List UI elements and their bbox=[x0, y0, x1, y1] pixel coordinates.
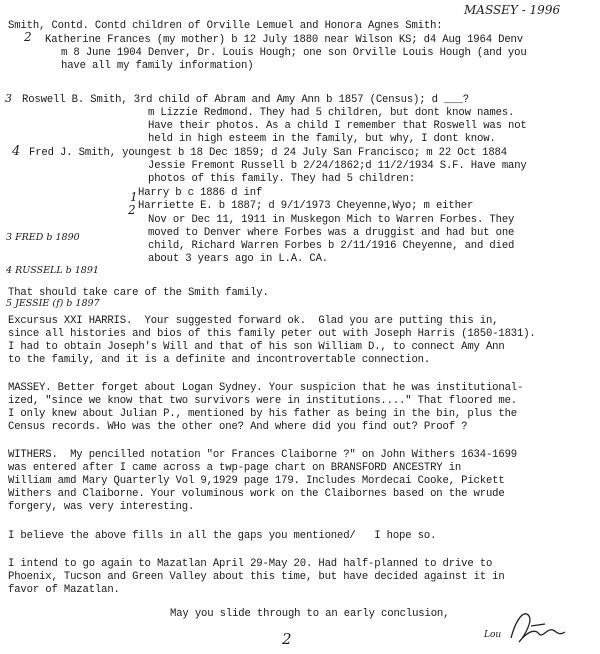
margin-mark: 3 bbox=[5, 92, 12, 105]
side-note-line: 5 JESSIE (f) b 1897 bbox=[6, 298, 100, 309]
letter-line: Harry b c 1886 d inf bbox=[138, 187, 263, 199]
letter-line: Nov or Dec 11, 1911 in Muskegon Mich to Warren Forbes. They bbox=[148, 214, 515, 226]
letter-line: I believe the above fills in all the gaps you mentioned/ I hope so. bbox=[8, 530, 437, 542]
signature-name: Lou bbox=[484, 630, 502, 640]
letter-line: ized, "since we know that two survivors were in institutions...." That floored me. bbox=[8, 395, 517, 407]
letter-line: have all my family information) bbox=[61, 60, 254, 72]
side-note-line: 4 RUSSELL b 1891 bbox=[6, 265, 99, 276]
letter-line: I only knew about Julian P., mentioned by his father as being in the bin, plus the bbox=[8, 408, 517, 420]
side-note-line: 3 FRED b 1890 bbox=[6, 232, 80, 243]
letter-line: Roswell B. Smith, 3rd child of Abram and Amy Ann b 1857 (Census); d ___? bbox=[22, 94, 469, 106]
letter-line: moved to Denver where Forbes was a druggist and had but one bbox=[148, 227, 515, 239]
margin-mark: 4 bbox=[12, 144, 21, 159]
letter-line: about 3 years ago in L.A. CA. bbox=[148, 253, 329, 265]
signature-scrawl bbox=[505, 608, 575, 648]
letter-line: photos of this family. They had 5 children: bbox=[148, 173, 415, 185]
letter-line: child, Richard Warren Forbes b 2/11/1916 Cheyenne, and died bbox=[148, 240, 515, 252]
letter-line: Census records. WHo was the other one? And where did you find out? Proof ? bbox=[8, 421, 468, 433]
letter-line: William amd Mary Quarterly Vol 9,1929 page 179. Includes Mordecai Cooke, Pickett bbox=[8, 475, 505, 487]
letter-line: to the family, and it is a definite and incontrovertable connection. bbox=[8, 354, 431, 366]
letter-line: MASSEY. Better forget about Logan Sydney. Your suspicion that he was institutional- bbox=[8, 382, 524, 394]
letter-line: I intend to go again to Mazatlan April 29-May 20. Had half-planned to drive to bbox=[8, 558, 493, 570]
letter-line: That should take care of the Smith family. bbox=[8, 287, 269, 299]
letter-line: I had to obtain Joseph's Will and that of his son William D., to connect Amy Ann bbox=[8, 341, 505, 353]
letter-line: WITHERS. My pencilled notation "or Frances Claiborne ?" on John Withers 1634-1699 bbox=[8, 449, 517, 461]
header-handwritten-tag: MASSEY - 1996 bbox=[464, 3, 561, 17]
letter-line: Fred J. Smith, youngest b 18 Dec 1859; d 24 July San Francisco; m 22 Oct 1884 bbox=[29, 147, 507, 159]
letter-line: was entered after I came across a twp-page chart on BRANSFORD ANCESTRY in bbox=[8, 462, 462, 474]
letter-line: Harriette E. b 1887; d 9/1/1973 Cheyenne,Wyo; m either bbox=[138, 200, 474, 212]
letter-line: since all histories and bios of this family peter out with Joseph Harris (1850-1831). bbox=[8, 328, 536, 340]
letter-line: favor of Mazatlan. bbox=[8, 584, 120, 596]
letter-line: forgery, was very interesting. bbox=[8, 501, 195, 513]
margin-mark: 2 bbox=[24, 30, 32, 44]
margin-mark: 2 bbox=[128, 203, 136, 217]
letter-line: Excursus XXI HARRIS. Your suggested forward ok. Glad you are putting this in, bbox=[8, 315, 499, 327]
page-number: 2 bbox=[282, 630, 292, 648]
letter-line: m 8 June 1904 Denver, Dr. Louis Hough; one son Orville Louis Hough (and you bbox=[61, 47, 527, 59]
letter-line: May you slide through to an early conclusion, bbox=[170, 608, 450, 620]
letter-line: Jessie Fremont Russell b 2/24/1862;d 11/2/1934 S.F. Have many bbox=[148, 160, 527, 172]
letter-line: Have their photos. As a child I remember that Roswell was not bbox=[148, 120, 527, 132]
letter-line: m Lizzie Redmond. They had 5 children, but dont know names. bbox=[148, 107, 515, 119]
side-note bbox=[6, 210, 100, 331]
letter-line: held in high esteem in the family, but why, I dont know. bbox=[148, 133, 496, 145]
margin-mark: 1 bbox=[130, 190, 138, 204]
letter-line: Smith, Contd. Contd children of Orville Lemuel and Honora Agnes Smith: bbox=[8, 20, 443, 32]
letter-line: Withers and Claiborne. Your voluminous work on the Claibornes based on the wrude bbox=[8, 488, 505, 500]
letter-line: Katherine Frances (my mother) b 12 July 1880 near Wilson KS; d4 Aug 1964 Denv bbox=[45, 34, 523, 46]
letter-line: Phoenix, Tucson and Green Valley about this time, but have decided against it in bbox=[8, 571, 505, 583]
